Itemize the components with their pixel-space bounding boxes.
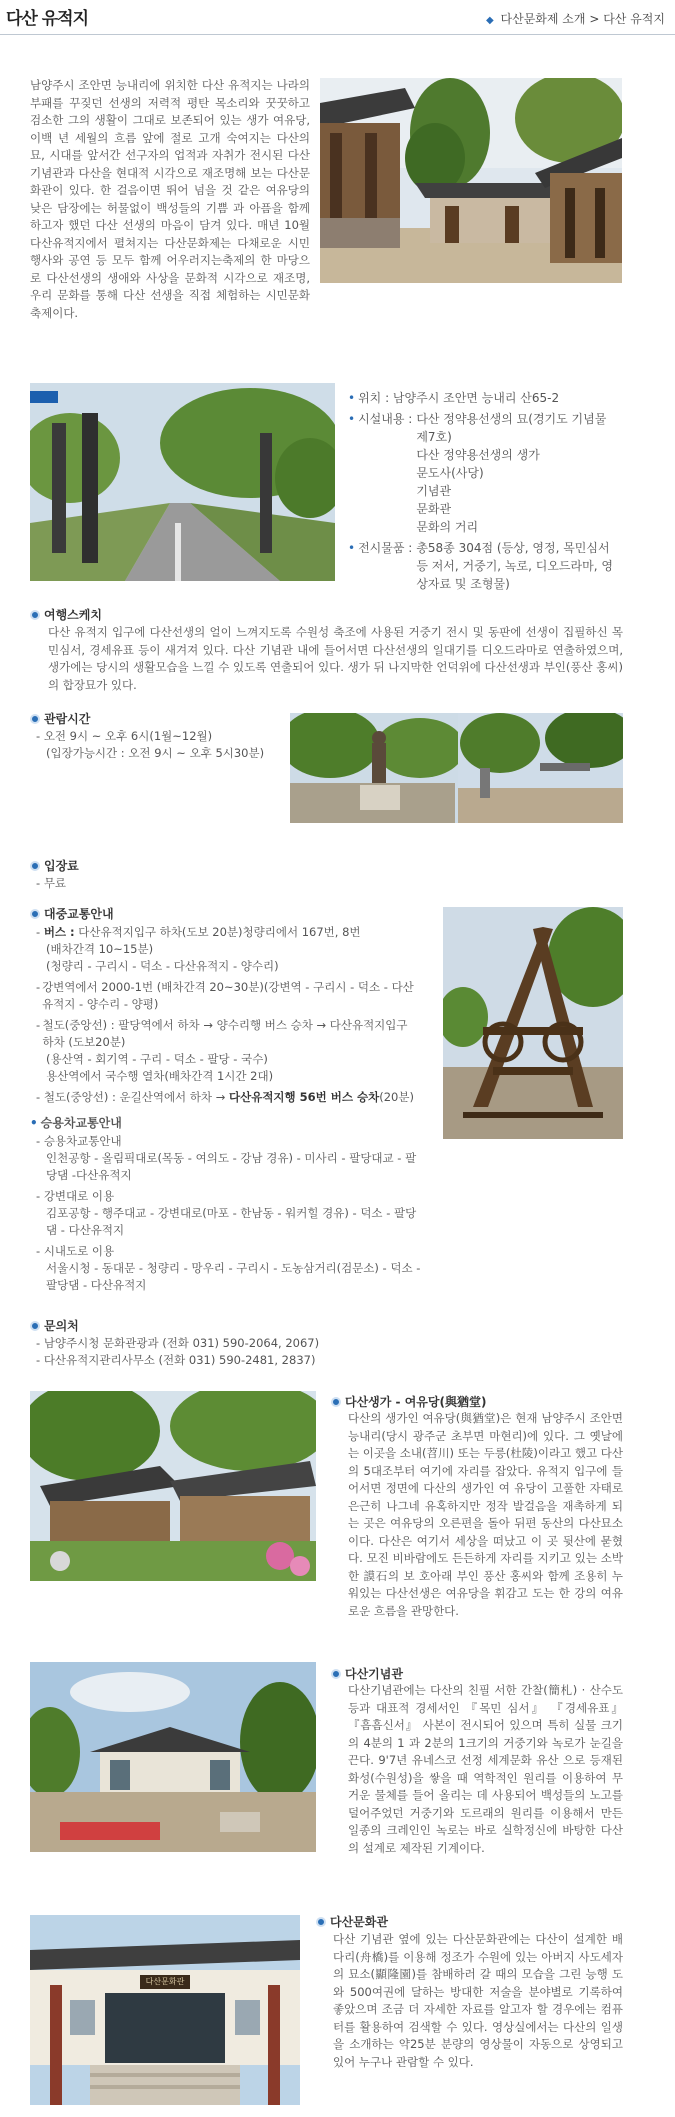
circle-bullet-icon <box>30 610 40 620</box>
memorial-text: 다산기념관에는 다산의 친필 서한 간찰(簡札) · 산수도 등과 대표적 경세서인 『목민 심서』 『경세유표』 『흠흠신서』 사본이 전시되어 있으며 특히 실물 크기의 4분의 1 과 2분의 1크기의 거중기와 녹로가 눈길을 끈다. 9'7년 유네스코 선정 세계문화 유산 으로 등재된 화성(수원성)을 쌓을 때 역학적인 원리를 이용하여 무거운 물체를 들어 올리는 데 사용되어 백성들의 노고를 덜어주었던 거중기와 도르래의 원리를 이용해서 만든 일종의 크레인인 녹로는 바로 실학정신에 바탕한 다산의 설계로 제작된 기계이다. <box>348 1683 623 1855</box>
photo-hanok-courtyard <box>320 78 622 283</box>
fact-location: • 위치 : 남양주시 조안면 능내리 산65-2 <box>348 391 560 405</box>
square-bullet-icon: • <box>30 1116 38 1130</box>
circle-bullet-icon <box>30 1321 40 1331</box>
hours-info: - 오전 9시 ~ 오후 6시(1월~12월) (입장가능시간 : 오전 9시 ~ 오후 5시30분) <box>36 728 286 762</box>
square-bullet-icon: • <box>348 541 356 555</box>
fee-value: - 무료 <box>36 876 67 890</box>
circle-bullet-icon <box>30 909 40 919</box>
facility-item: 문도사(사당) <box>416 466 484 480</box>
circle-bullet-icon <box>331 1397 341 1407</box>
header-divider <box>0 34 675 35</box>
section-title-transit: 대중교통안내 <box>30 905 114 922</box>
facts-list <box>348 389 620 593</box>
photo-statue-park <box>290 713 623 823</box>
contact-list: - 남양주시청 문화관광과 (전화 031) 590-2064, 2067) - 다산유적지관리사무소 (전화 031) 590-2481, 2837) <box>36 1336 320 1367</box>
hours-open: 오전 9시 ~ 오후 6시(1월~12월) <box>43 729 213 743</box>
facility-item: 다산 정약용선생의 생가 <box>416 448 540 462</box>
photo-culture-hall <box>30 1915 300 2105</box>
section-title-contact: 문의처 <box>30 1317 79 1334</box>
photo-geojunggi <box>443 907 623 1139</box>
sketch-text: 다산 유적지 입구에 다산선생의 얼이 느껴지도록 수원성 축조에 사용된 거중기 전시 및 동판에 선생이 집필하신 목민심서, 경세유표 등이 새겨져 있다. 다산 기념관 내에 들어서면 다산선생의 일대기를 디오드라마로 연출하였으며, 생가에는 당시의 생활모습을 느낄 수 있도록 연출되어 있다. 생가 뒤 나지막한 언덕위에 다산선생과 부인(풍산 홍씨)의 합장묘가 있다. <box>48 625 623 692</box>
section-title-hours: 관람시간 <box>30 710 90 727</box>
culture-hall-signboard: 다산문화관 <box>145 1977 185 1986</box>
contact-office: 다산유적지관리사무소 (전화 031) 590-2481, 2837) <box>43 1353 316 1367</box>
facility-item: 기념관 <box>416 484 452 498</box>
photo-entrance-road <box>30 383 335 581</box>
hours-entry: (입장가능시간 : 오전 9시 ~ 오후 5시30분) <box>46 746 265 760</box>
intro-text: 남양주시 조안면 능내리에 위치한 다산 유적지는 나라의 부패를 꾸짖던 선생의 저력적 평탄 목소리와 꿋꿋하고 검소한 그의 생활이 그대로 보존되어 있는 생가 여유당, 이백 년 세월의 흐름 앞에 절로 고개 숙여지는 다산의 묘, 시대를 앞서간 선구자의 업적과 자취가 전시된 다산기념관과 다산을 현대적 시각으로 재조명해 보는 다산문화관이 있다. 한 걸음이면 뛰어 넘을 것 같은 여유당의 낮은 담장에는 허물없이 백성들의 기쁨 과 아픔을 함께하고자 했던 다산 선생의 마음이 담겨 있다. 매년 10월 다산유적지에서 펼쳐지는 다산문화제는 다채로운 시민행사와 공연 등 모두 함께 어우러지는축제의 한 마당으로 다산선생의 생애와 사상을 문화적 시각으로 재조명, 우리 문화를 통해 다산 선생을 직접 체험하는 시민문화축제이다. <box>30 78 310 320</box>
photo-memorial-hall <box>30 1662 316 1852</box>
breadcrumb-current: 다산 유적지 <box>603 12 665 26</box>
culture-text: 다산 기념관 옆에 있는 다산문화관에는 다산이 설계한 배다리(舟橋)를 이용해 정조가 수원에 있는 아버지 사도세자의 묘소(顯隆園)를 참배하러 갈 때의 모습을 그린 능행 도와 500여권에 달하는 방대한 저술을 분야별로 기록하여 좋았으며 조금 더 자세한 자료를 알고자 할 경우에는 컴퓨터를 활용하여 검색할 수 있다. 영상실에서는 다산의 일생을 소개하는 약25분 분량의 영상물이 자동으로 상영되고 있어 누구나 관람할 수 있다. <box>333 1932 623 2069</box>
section-title-car: • 승용차교통안내 <box>30 1116 122 1130</box>
section-title-sketch: 여행스케치 <box>30 606 102 623</box>
section-title-culture: 다산문화관 <box>316 1913 388 1930</box>
section-title-fee: 입장료 <box>30 857 79 874</box>
square-bullet-icon: • <box>348 412 356 426</box>
facility-item: 문화관 <box>416 502 452 516</box>
house-text: 다산의 생가인 여유당(與猶堂)은 현재 남양주시 조안면 능내리(당시 광주군 초부면 마현리)에 있다. 그 옛날에는 이곳을 소내(苕川) 또는 두릉(杜陵)이라고 했고 다산의 5대조부터 여기에 자리를 잡았다. 유적지 입구에 들어서면 정면에 다산의 생가인 여 유당이 고풀한 자태로 은근히 나그네 유혹하지만 정작 발걸음을 재촉하게 되는 곳은 여유당의 오른편을 돌아 뒤편 동산의 다산묘소이다. 다산은 여기서 세상을 떠났고 이 곳 뒷산에 묻혔다. 모진 비바람에도 든든하게 자리를 지키고 있는 소박한 謨石의 보 호아래 부인 풍산 홍씨와 함께 조용히 누워있는 다산선생은 여유당을 휘감고 도는 한 강의 여유로운 흐름을 관망한다. <box>348 1411 623 1618</box>
fact-exhibits: • 전시물품 : 총58종 304점 (등상, 영정, 목민심서등 저서, 거중기, 녹로, 디오드라마, 영상자료 및 조형물) <box>348 541 613 591</box>
contact-city-hall: 남양주시청 문화관광과 (전화 031) 590-2064, 2067) <box>43 1336 320 1350</box>
breadcrumb <box>486 10 665 27</box>
fact-facilities: • 시설내용 : 다산 정약용선생의 묘(경기도 기념물 제7호) 다산 정약용선생의 생가 문도사(사당) 기념관 문화관 문화의 거리 <box>348 410 620 536</box>
circle-bullet-icon <box>331 1669 341 1679</box>
facility-item: 다산 정약용선생의 묘(경기도 기념물 제7호) <box>416 412 607 444</box>
car-list: - 승용차교통안내 인천공항 - 올림픽대로(목동 - 여의도 - 강남 경유) - 미사리 - 팔당대교 - 팔당댐 -다산유적지 - 강변대로 이용 김포공항 - 행주대교 - 강변대로(마포 - 한남동 - 워커힐 경유) - 덕소 - 팔당댐 - 다산유적지 - 시내도로 이용 서울시청 - 동대문 - 청량리 - 망우리 - 구리시 - 도농삼거리(검문소) - 덕소 - 팔당댐 - 다산유적지 <box>36 1134 421 1292</box>
section-title-house: 다산생가 - 여유당(與猶堂) <box>331 1393 486 1410</box>
section-title-memorial: 다산기념관 <box>331 1665 403 1682</box>
circle-bullet-icon <box>30 714 40 724</box>
circle-bullet-icon <box>30 861 40 871</box>
photo-yeoyudang <box>30 1391 316 1581</box>
circle-bullet-icon <box>316 1917 326 1927</box>
page-title: 다산 유적지 <box>6 9 89 29</box>
square-bullet-icon: • <box>348 391 356 405</box>
breadcrumb-separator: > <box>589 12 600 26</box>
facility-item: 문화의 거리 <box>416 520 479 534</box>
transit-list: - 버스 : 다산유적지입구 하차(도보 20분)청량리에서 167번, 8번 (배차간격 10~15분) (청량리 - 구리시 - 덕소 - 다산유적지 - 양수리) - 강변역에서 2000-1번 (배차간격 20~30분)(강변역 - 구리시 - 덕소 - 다산유적지 - 양수리 - 양평) - 철도(중앙선) : 팔당역에서 하차 → 양수리행 버스 승차 → 다산유적지입구 하차 (도보20분) (용산역 - 회기역 - 구리 - 덕소 - 팔당 - 국수) 용산역에서 국수행 열차(배차간격 1시간 2대) - 철도(중앙선) : 운길산역에서 하차 → 다산유적지행 56번 버스 승차(20분) <box>36 925 414 1104</box>
breadcrumb-link-intro[interactable]: 다산문화제 소개 <box>500 12 586 26</box>
diamond-icon: ◆ <box>486 15 494 26</box>
bus-head: 버스 : <box>43 925 75 939</box>
